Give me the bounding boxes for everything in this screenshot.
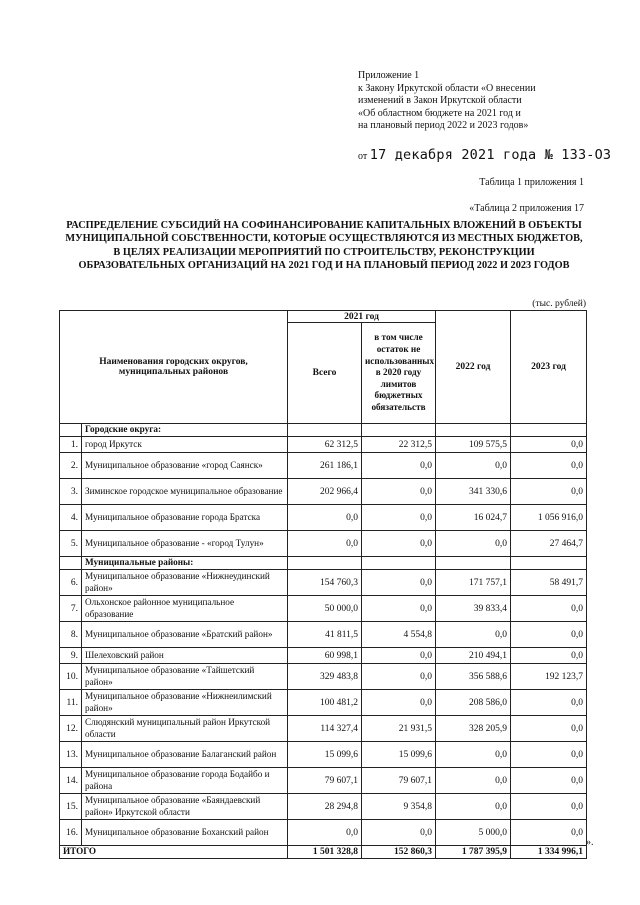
row-number: 10. — [60, 664, 82, 690]
row-incl-2021: 0,0 — [362, 820, 436, 846]
row-name: Муниципальное образование Балаганский район — [82, 742, 288, 768]
row-number: 13. — [60, 742, 82, 768]
table-row — [60, 531, 587, 557]
total-incl-2021: 152 860,3 — [362, 846, 436, 859]
title-line: В ЦЕЛЯХ РЕАЛИЗАЦИИ МЕРОПРИЯТИЙ ПО СТРОИТЕЛЬСТВУ, РЕКОНСТРУКЦИИ — [113, 246, 535, 258]
row-number: 6. — [60, 570, 82, 596]
header-name: Наименования городских округов, муниципальных районов — [60, 311, 288, 424]
group-row-districts — [60, 557, 587, 570]
row-incl-2021: 0,0 — [362, 505, 436, 531]
row-number: 14. — [60, 768, 82, 794]
table-row — [60, 742, 587, 768]
row-name: Муниципальное образование «Нижнеилимский район» — [82, 690, 288, 716]
row-number: 3. — [60, 479, 82, 505]
appendix-line: «Об областном бюджете на 2021 год и — [358, 107, 521, 119]
row-2023: 0,0 — [511, 820, 587, 846]
row-name: Муниципальное образование - «город Тулун» — [82, 531, 288, 557]
row-incl-2021: 21 931,5 — [362, 716, 436, 742]
row-total-2021: 0,0 — [288, 505, 362, 531]
row-2023: 0,0 — [511, 479, 587, 505]
row-number: 12. — [60, 716, 82, 742]
empty-cell — [511, 557, 587, 570]
row-2022: 16 024,7 — [436, 505, 511, 531]
row-total-2021: 41 811,5 — [288, 622, 362, 648]
total-row — [60, 846, 587, 859]
table-row — [60, 768, 587, 794]
row-2022: 0,0 — [436, 622, 511, 648]
row-incl-2021: 0,0 — [362, 690, 436, 716]
group-row-urban — [60, 424, 587, 437]
appendix-line: на плановый период 2022 и 2023 годов» — [358, 120, 529, 131]
row-2023: 0,0 — [511, 716, 587, 742]
row-incl-2021: 0,0 — [362, 570, 436, 596]
row-incl-2021: 79 607,1 — [362, 768, 436, 794]
row-total-2021: 60 998,1 — [288, 648, 362, 664]
row-name: Зиминское городское муниципальное образование — [82, 479, 288, 505]
group-label: Городские округа: — [82, 424, 288, 437]
row-incl-2021: 0,0 — [362, 664, 436, 690]
row-total-2021: 329 483,8 — [288, 664, 362, 690]
closing-quote: ». — [586, 837, 594, 848]
row-incl-2021: 0,0 — [362, 531, 436, 557]
row-name: Муниципальное образование «Тайшетский район» — [82, 664, 288, 690]
header-2022: 2022 год — [436, 311, 511, 424]
row-2022: 109 575,5 — [436, 437, 511, 453]
empty-cell — [362, 557, 436, 570]
document-title — [44, 219, 604, 273]
row-number: 1. — [60, 437, 82, 453]
row-2023: 58 491,7 — [511, 570, 587, 596]
row-total-2021: 50 000,0 — [288, 596, 362, 622]
row-2022: 39 833,4 — [436, 596, 511, 622]
title-line: МУНИЦИПАЛЬНОЙ СОБСТВЕННОСТИ, КОТОРЫЕ ОСУЩЕСТВЛЯЮТСЯ ИЗ МЕСТНЫХ БЮДЖЕТОВ, — [65, 233, 583, 245]
row-2022: 0,0 — [436, 742, 511, 768]
row-2022: 171 757,1 — [436, 570, 511, 596]
row-total-2021: 62 312,5 — [288, 437, 362, 453]
row-name: Муниципальное образование «Братский район» — [82, 622, 288, 648]
row-total-2021: 0,0 — [288, 531, 362, 557]
table-row — [60, 794, 587, 820]
row-number: 15. — [60, 794, 82, 820]
table-row — [60, 648, 587, 664]
row-total-2021: 261 186,1 — [288, 453, 362, 479]
table-row — [60, 596, 587, 622]
row-number: 7. — [60, 596, 82, 622]
row-2023: 0,0 — [511, 437, 587, 453]
row-2023: 0,0 — [511, 768, 587, 794]
group-label: Муниципальные районы: — [82, 557, 288, 570]
row-name: город Иркутск — [82, 437, 288, 453]
row-total-2021: 202 966,4 — [288, 479, 362, 505]
row-2022: 0,0 — [436, 531, 511, 557]
row-incl-2021: 0,0 — [362, 596, 436, 622]
empty-cell — [436, 557, 511, 570]
table-row — [60, 453, 587, 479]
total-2022: 1 787 395,9 — [436, 846, 511, 859]
group-index-cell — [60, 424, 82, 437]
total-2021: 1 501 328,8 — [288, 846, 362, 859]
row-2022: 328 205,9 — [436, 716, 511, 742]
total-label: ИТОГО — [60, 846, 288, 859]
table-reference-1: Таблица 1 приложения 1 — [479, 177, 584, 188]
row-incl-2021: 22 312,5 — [362, 437, 436, 453]
row-name: Шелеховский район — [82, 648, 288, 664]
row-incl-2021: 15 099,6 — [362, 742, 436, 768]
row-2023: 0,0 — [511, 742, 587, 768]
row-name: Муниципальное образование города Братска — [82, 505, 288, 531]
table-row — [60, 570, 587, 596]
row-2022: 341 330,6 — [436, 479, 511, 505]
row-2022: 5 000,0 — [436, 820, 511, 846]
title-line: РАСПРЕДЕЛЕНИЕ СУБСИДИЙ НА СОФИНАНСИРОВАНИЕ КАПИТАЛЬНЫХ ВЛОЖЕНИЙ В ОБЪЕКТЫ — [66, 220, 582, 231]
row-total-2021: 114 327,4 — [288, 716, 362, 742]
row-2023: 0,0 — [511, 622, 587, 648]
row-2023: 0,0 — [511, 690, 587, 716]
row-name: Муниципальное образование «Нижнеудинский район» — [82, 570, 288, 596]
table-row — [60, 664, 587, 690]
row-incl-2021: 0,0 — [362, 648, 436, 664]
date-number-stamp: 17 декабря 2021 года № 133-ОЗ — [369, 147, 612, 163]
empty-cell — [436, 424, 511, 437]
header-including: в том числе остаток не использованных в 2020 году лимитов бюджетных обязательств — [362, 323, 436, 424]
row-name: Муниципальное образование Боханский район — [82, 820, 288, 846]
appendix-line: Приложение 1 — [358, 70, 420, 81]
row-2023: 27 464,7 — [511, 531, 587, 557]
header-2023: 2023 год — [511, 311, 587, 424]
empty-cell — [288, 424, 362, 437]
table-row — [60, 505, 587, 531]
table-row — [60, 479, 587, 505]
from-prefix: от — [358, 151, 368, 162]
total-2023: 1 334 996,1 — [511, 846, 587, 859]
row-total-2021: 79 607,1 — [288, 768, 362, 794]
row-2023: 0,0 — [511, 453, 587, 479]
title-line: ОБРАЗОВАТЕЛЬНЫХ ОРГАНИЗАЦИЙ НА 2021 ГОД И НА ПЛАНОВЫЙ ПЕРИОД 2022 И 2023 ГОДОВ — [78, 260, 570, 272]
empty-cell — [288, 557, 362, 570]
appendix-line: изменений в Закон Иркутской области — [358, 95, 522, 106]
row-2023: 0,0 — [511, 794, 587, 820]
row-2023: 1 056 916,0 — [511, 505, 587, 531]
row-number: 2. — [60, 453, 82, 479]
row-2022: 0,0 — [436, 768, 511, 794]
row-2022: 0,0 — [436, 794, 511, 820]
row-number: 4. — [60, 505, 82, 531]
row-2022: 208 586,0 — [436, 690, 511, 716]
row-2022: 210 494,1 — [436, 648, 511, 664]
row-name: Муниципальное образование «Баяндаевский район» Иркутской области — [82, 794, 288, 820]
appendix-line: к Закону Иркутской области «О внесении — [358, 82, 536, 94]
table-row — [60, 690, 587, 716]
row-2023: 0,0 — [511, 596, 587, 622]
row-name: Ольхонское районное муниципальное образование — [82, 596, 288, 622]
table-row — [60, 820, 587, 846]
row-total-2021: 15 099,6 — [288, 742, 362, 768]
table-row — [60, 622, 587, 648]
units-label: (тыс. рублей) — [532, 299, 586, 309]
group-index-cell — [60, 557, 82, 570]
row-total-2021: 28 294,8 — [288, 794, 362, 820]
appendix-block — [358, 70, 608, 133]
table-row — [60, 437, 587, 453]
subsidy-table — [59, 310, 587, 859]
row-number: 5. — [60, 531, 82, 557]
row-incl-2021: 4 554,8 — [362, 622, 436, 648]
row-incl-2021: 0,0 — [362, 479, 436, 505]
row-name: Муниципальное образование «город Саянск» — [82, 453, 288, 479]
row-name: Муниципальное образование города Бодайбо и района — [82, 768, 288, 794]
row-2023: 192 123,7 — [511, 664, 587, 690]
empty-cell — [362, 424, 436, 437]
row-total-2021: 154 760,3 — [288, 570, 362, 596]
row-total-2021: 0,0 — [288, 820, 362, 846]
row-number: 11. — [60, 690, 82, 716]
header-2021: 2021 год — [288, 311, 436, 323]
row-number: 9. — [60, 648, 82, 664]
row-number: 8. — [60, 622, 82, 648]
table-reference-2: «Таблица 2 приложения 17 — [469, 203, 584, 214]
row-name: Слюдянский муниципальный район Иркутской области — [82, 716, 288, 742]
row-incl-2021: 9 354,8 — [362, 794, 436, 820]
row-2022: 356 588,6 — [436, 664, 511, 690]
row-total-2021: 100 481,2 — [288, 690, 362, 716]
row-2023: 0,0 — [511, 648, 587, 664]
header-total: Всего — [288, 323, 362, 424]
row-2022: 0,0 — [436, 453, 511, 479]
law-date-number — [358, 147, 611, 163]
table-row — [60, 716, 587, 742]
row-incl-2021: 0,0 — [362, 453, 436, 479]
row-number: 16. — [60, 820, 82, 846]
empty-cell — [511, 424, 587, 437]
